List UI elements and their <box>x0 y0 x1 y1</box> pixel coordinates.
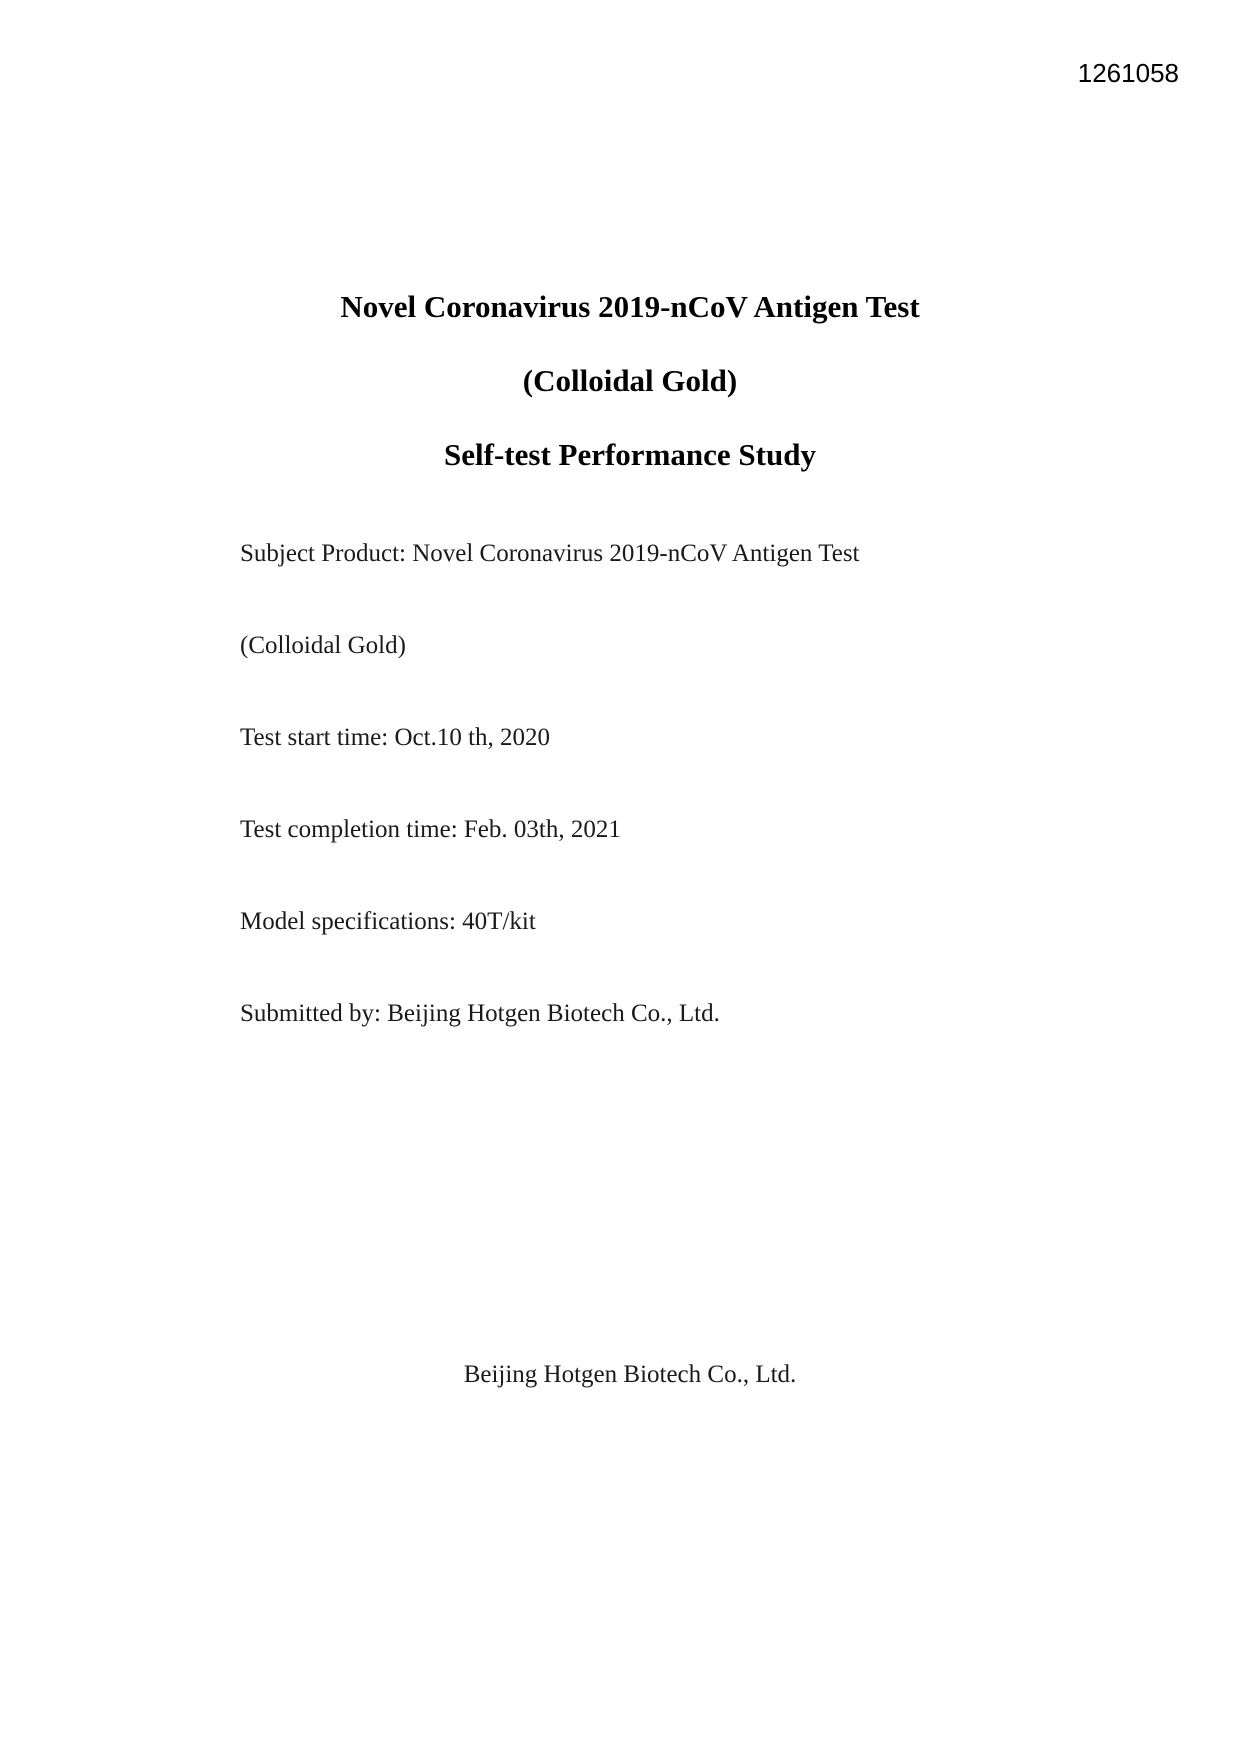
title-line-2: (Colloidal Gold) <box>522 363 738 398</box>
title-line-3: Self-test Performance Study <box>444 437 816 472</box>
footer-company: Beijing Hotgen Biotech Co., Ltd. <box>463 1361 797 1388</box>
test-completion-time: Test completion time: Feb. 03th, 2021 <box>240 816 621 843</box>
subject-product-line-1: Subject Product: Novel Coronavirus 2019-nCoV Antigen Test <box>240 540 860 567</box>
subject-product-line-2: (Colloidal Gold) <box>240 632 406 659</box>
title-line-1: Novel Coronavirus 2019-nCoV Antigen Test <box>340 289 920 324</box>
submitted-by: Submitted by: Beijing Hotgen Biotech Co., Ltd. <box>240 1000 720 1027</box>
model-specifications: Model specifications: 40T/kit <box>240 908 536 935</box>
page-number: 1261058 <box>1077 58 1179 88</box>
test-start-time: Test start time: Oct.10 th, 2020 <box>240 724 551 751</box>
